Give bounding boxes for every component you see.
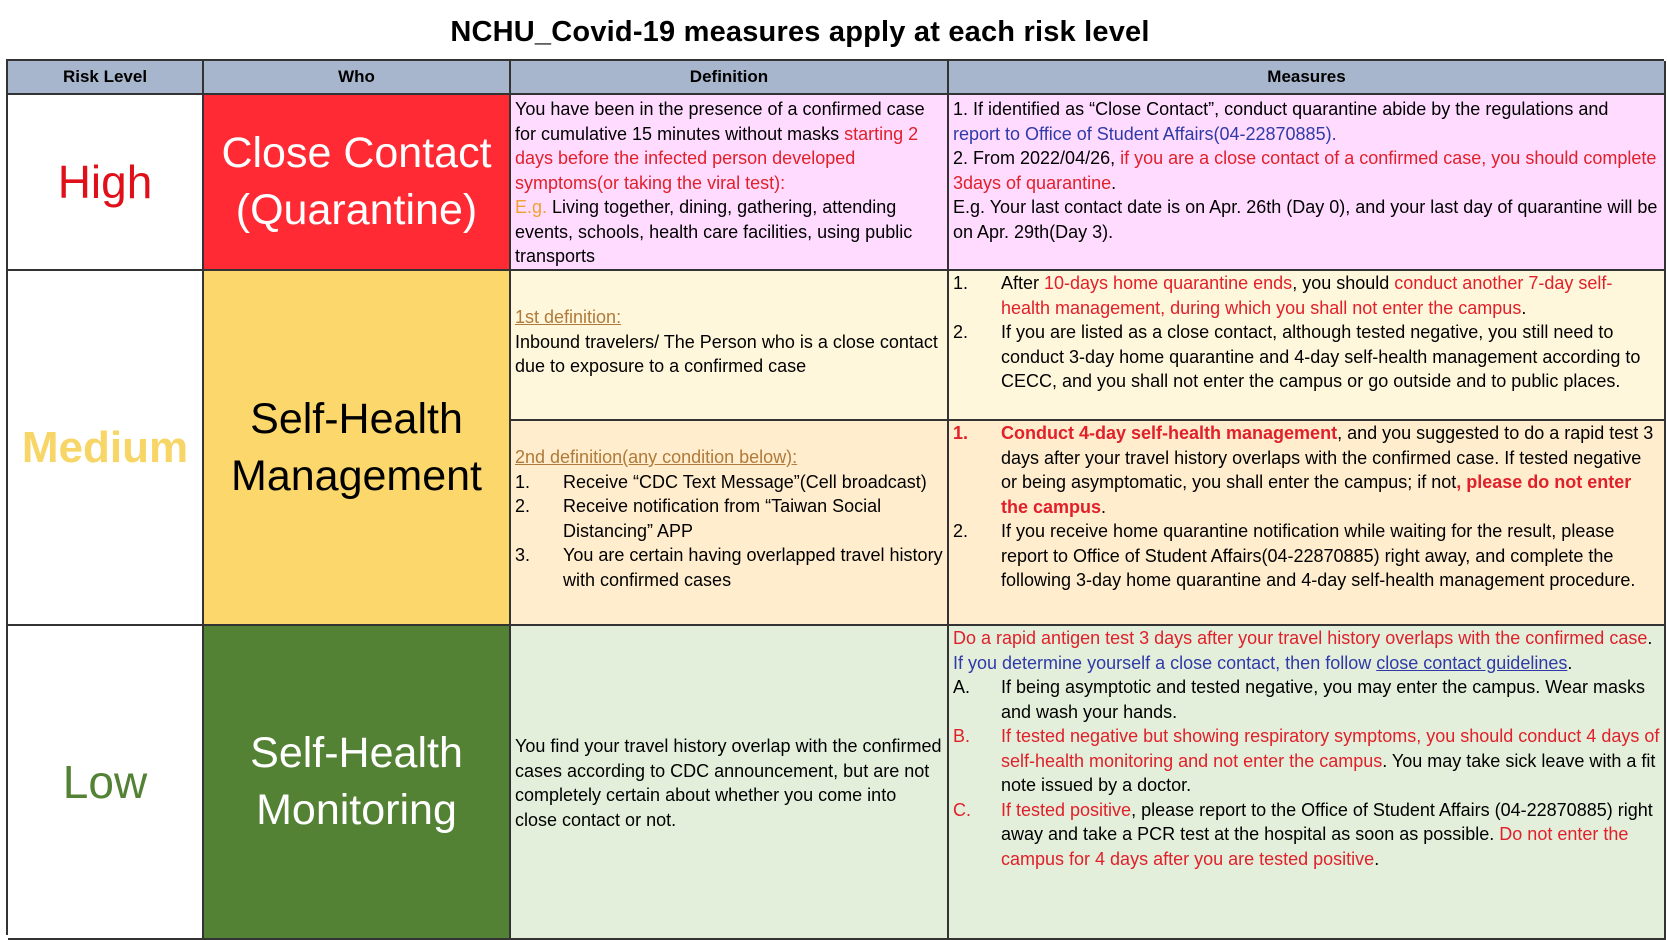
measures-high-2b: if you are a close contact of a confirmed case, you should complete 3days of quarantine: [953, 148, 1657, 193]
risk-level-table: [6, 59, 1664, 935]
list-item: 1. After 10-days home quarantine ends, you should conduct another 7-day self-health management, during which you shall not enter the campus.: [953, 273, 1613, 318]
definition-low-text: You find your travel history overlap with the confirmed cases according to CDC announcement, but are not completely certain about whether you come into close contact or not.: [515, 736, 942, 830]
list-item: A. If being asymptotic and tested negative, you may enter the campus. Wear masks and wash your hands.: [953, 677, 1645, 722]
measures-high: [949, 95, 1666, 271]
risk-level-low: Low: [8, 626, 204, 940]
who-management-line2: Management: [231, 451, 482, 500]
who-close-contact-line2: (Quarantine): [235, 186, 478, 234]
header-measures: Measures: [949, 61, 1666, 95]
definition-medium-1: [511, 271, 949, 421]
who-monitoring-line1: Self-Health: [250, 729, 463, 777]
definition-medium-1-label: 1st definition:: [515, 307, 622, 327]
measures-high-1a: 1. If identified as “Close Contact”, conduct quarantine abide by the regulations and: [953, 99, 1609, 119]
header-who: Who: [204, 61, 511, 95]
definition-high-text-b: starting 2 days before the infected person developed symptoms(or taking the viral test):: [515, 123, 919, 193]
list-item: 2. Receive notification from “Taiwan Social Distancing” APP: [515, 496, 882, 541]
measures-high-2a: 2. From 2022/04/26,: [953, 148, 1121, 168]
definition-medium-2-list: [515, 470, 943, 593]
measures-low-follow: If you determine yourself a close contact, then follow: [953, 652, 1377, 673]
who-monitoring-line2: Monitoring: [256, 786, 457, 834]
risk-level-medium: Medium: [8, 271, 204, 626]
definition-high-eg: E.g.: [515, 197, 548, 217]
measures-medium-1: [949, 271, 1666, 421]
definition-medium-1-text: Inbound travelers/ The Person who is a close contact due to exposure to a confirmed case: [515, 331, 938, 376]
measures-low: Do a rapid antigen test 3 days after your travel history overlaps with the confirmed case. If you determine yourself a close contact, then follow close contact guidelines. A. If being asymptotic and tested negative, you may enter the campus. Wear masks and wash your hands. B. If tested negative but showing respiratory symptoms, you should conduct 4 days of self-health monitoring and not enter the campus. You may take sick leave with a fit note issued by a doctor. C. If tested positive, please report to the Office of Student Affairs (04-22870885) right away and take a PCR test at the hospital as soon as possible. Do not enter the campus for 4 days after you are tested positive.: [949, 626, 1666, 940]
definition-high: [511, 95, 949, 271]
who-management-line1: Self-Health: [250, 394, 463, 443]
header-definition: Definition: [511, 61, 949, 95]
list-item: C. If tested positive, please report to the Office of Student Affairs (04-22870885) right away and take a PCR test at the hospital as soon as possible. Do not enter the campus for 4 days after you are tested positive.: [953, 799, 1653, 869]
list-item: 1. Receive “CDC Text Message”(Cell broadcast): [515, 471, 927, 492]
measures-medium-2: [949, 421, 1666, 626]
measures-high-1b: report to Office of Student Affairs(04-22870885).: [953, 123, 1337, 144]
header-risk-level: Risk Level: [8, 61, 204, 95]
close-contact-guidelines-link[interactable]: close contact guidelines: [1376, 652, 1568, 673]
measures-high-example: E.g. Your last contact date is on Apr. 26th (Day 0), and your last day of quarantine will be on Apr. 29th(Day 3).: [953, 197, 1658, 242]
definition-high-text-a: You have been in the presence of a confirmed case for cumulative 15 minutes without masks: [515, 99, 925, 144]
page-title: NCHU_Covid-19 measures apply at each risk level: [450, 16, 1150, 48]
measures-high-2c: .: [1111, 172, 1117, 193]
who-self-health-monitoring: [204, 626, 511, 940]
who-close-contact: [204, 95, 511, 271]
definition-high-text-c: Living together, dining, gathering, attending events, schools, health care facilities, using public transports: [515, 197, 913, 266]
measures-low-intro: Do a rapid antigen test 3 days after your travel history overlaps with the confirmed case: [953, 628, 1648, 648]
who-close-contact-line1: Close Contact: [221, 129, 492, 177]
who-self-health-management: [204, 271, 511, 626]
list-item: 3. You are certain having overlapped travel history with confirmed cases: [515, 545, 943, 590]
list-item: 2. If you are listed as a close contact, although tested negative, you still need to conduct 3-day home quarantine and 4-day self-health management according to CECC, and you shall not enter the campus or go outside and to public places.: [953, 322, 1641, 391]
list-item: B. If tested negative but showing respiratory symptoms, you should conduct 4 days of self-health monitoring and not enter the campus. You may take sick leave with a fit note issued by a doctor.: [953, 726, 1660, 795]
list-item: 1. Conduct 4-day self-health management, and you suggested to do a rapid test 3 days after your travel history overlaps with the confirmed case. If tested negative or being asymptomatic, you shall enter the campus; if not, please do not enter the campus.: [953, 423, 1654, 517]
risk-level-high: High: [8, 95, 204, 271]
list-item: 2. If you receive home quarantine notification while waiting for the result, please report to Office of Student Affairs(04-22870885) right away, and complete the following 3-day home quarantine and 4-day self-health management procedure.: [953, 521, 1636, 590]
definition-medium-2-label: 2nd definition(any condition below):: [515, 447, 798, 467]
definition-low: [511, 626, 949, 940]
definition-medium-2: [511, 421, 949, 626]
